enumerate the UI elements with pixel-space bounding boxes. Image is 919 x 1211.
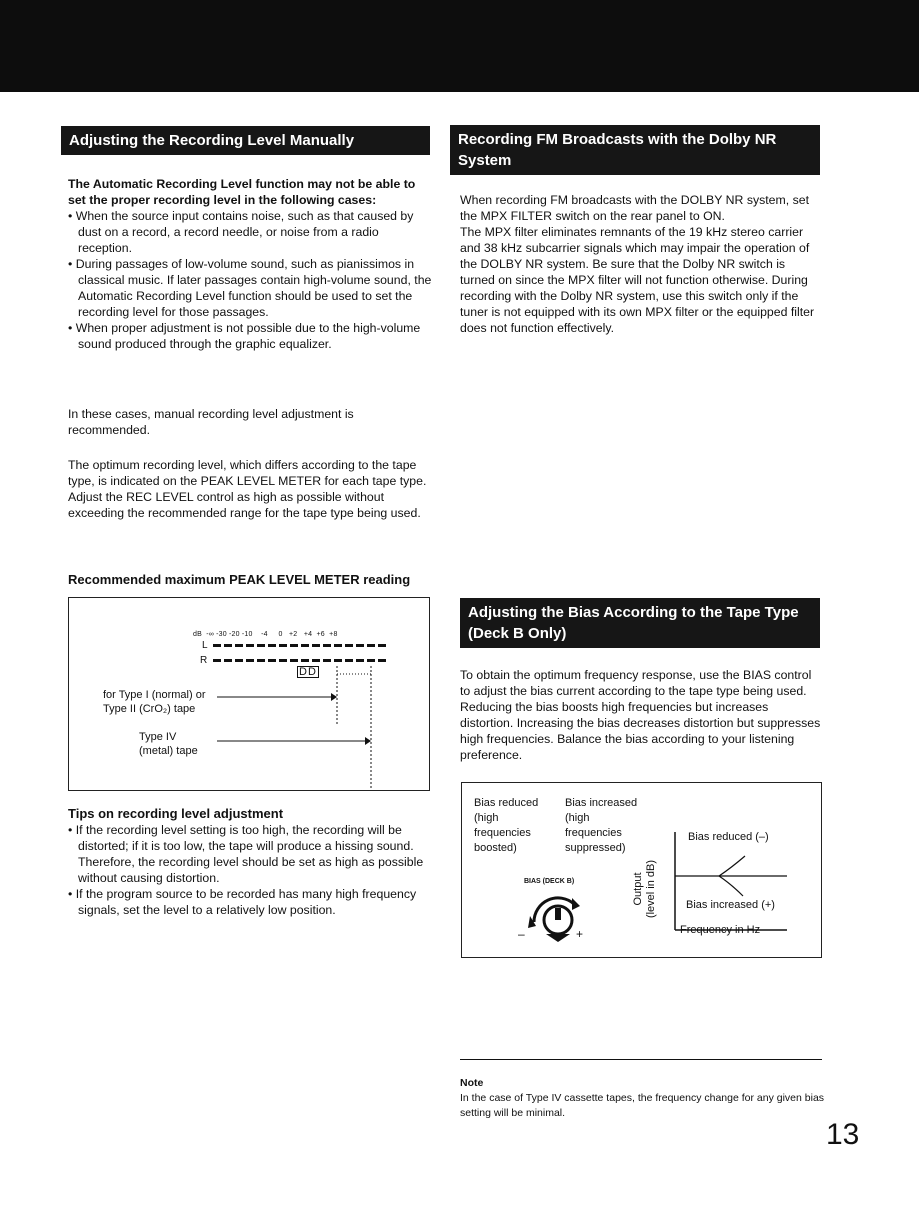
paragraph: The optimum recording level, which differs according to the tape type, is indicated on the PEAK LEVEL METER for each tape type.: [68, 458, 427, 488]
page-number: 13: [826, 1118, 860, 1151]
bias-diagram: [461, 782, 822, 958]
dd-label: DD: [299, 666, 317, 678]
intro-bold: The Automatic Recording Level function may not be able to set the proper recording level in the following cases:: [68, 177, 416, 207]
paragraph: In these cases, manual recording level adjustment is recommended.: [68, 407, 354, 437]
heading-fm-broadcasts: Recording FM Broadcasts with the Dolby NR System: [450, 125, 820, 175]
left-intro-block: [68, 176, 434, 352]
type4-line2: (metal) tape: [139, 745, 198, 757]
heading-recording-level: Adjusting the Recording Level Manually: [61, 126, 430, 155]
meter-heading: Recommended maximum PEAK LEVEL METER reading: [68, 572, 411, 587]
paragraph: When recording FM broadcasts with the DOLBY NR system, set the MPX FILTER switch on the rear panel to ON.: [460, 193, 809, 223]
list-item: • If the recording level setting is too high, the recording will be distorted; if it is too low, the tape will produce a hissing sound. Therefore, the recording level should be set as high as possible without causing distortion.: [68, 822, 434, 886]
type1-line1: for Type I (normal) or: [103, 689, 206, 701]
frequency-axis-label: Frequency in Hz: [680, 924, 761, 936]
bias-reduced-label: Bias reduced (high frequencies boosted): [474, 797, 539, 854]
top-black-band: [0, 0, 919, 92]
list-item: • When the source input contains noise, such as that caused by dust on a record, a record needle, or noise from a radio reception.: [68, 208, 434, 256]
curve-increased-label: Bias increased (+): [686, 899, 775, 911]
output-axis-label: Output (level in dB): [632, 859, 657, 919]
type4-label: [139, 730, 198, 758]
type4-line1: Type IV: [139, 731, 177, 743]
meter-l-label: L: [202, 640, 208, 651]
note-text: In the case of Type IV cassette tapes, the frequency change for any given bias setting will be minimal.: [460, 1092, 825, 1119]
bias-knob-label: BIAS (DECK B): [524, 878, 575, 885]
paragraph: The MPX filter eliminates remnants of the 19 kHz stereo carrier and 38 kHz subcarrier signals which may impair the operation of the DOLBY NR system. Be sure that the Dolby NR switch is turned on since the MPX filter will not function otherwise. During recording with the Dolby NR system, use this switch only if the tuner is not equipped with its own MPX filter or the equipped filter does not function effectively.: [460, 225, 815, 335]
note-rule: [460, 1059, 822, 1060]
tips-list: [68, 822, 434, 918]
type1-line2: Type II (CrO₂) tape: [103, 703, 196, 715]
note-block: [460, 1076, 826, 1121]
paragraph: Adjust the REC LEVEL control as high as possible without exceeding the recommended range for the tape type being used.: [68, 490, 421, 520]
meter-r-label: R: [200, 655, 208, 666]
paragraph: To obtain the optimum frequency response, use the BIAS control to adjust the bias current according to the tape type being used. Reducing the bias boosts high frequencies but increases distortion. Increasing the bias decreases distortion but suppresses high frequencies. Balance the bias according to your listening preference.: [460, 668, 821, 762]
para-optimum: [68, 457, 434, 521]
cases-list: [68, 208, 434, 352]
heading-bias: Adjusting the Bias According to the Tape Type (Deck B Only): [460, 598, 820, 648]
tips-block: [68, 806, 434, 918]
para-recommended: [68, 406, 428, 438]
note-heading: Note: [460, 1077, 484, 1089]
bias-plus-label: +: [576, 927, 584, 941]
bias-knob-icon: [520, 886, 600, 946]
list-item: • During passages of low-volume sound, such as pianissimos in classical music. If later passages contain high-volume sound, the Automatic Recording Level function should be used to set the recording level for those passages.: [68, 256, 434, 320]
bias-minus-label: –: [518, 927, 525, 941]
bias-text-block: [460, 667, 822, 763]
list-item: • When proper adjustment is not possible due to the high-volume sound produced through the graphic equalizer.: [68, 320, 434, 352]
list-item: • If the program source to be recorded has many high frequency signals, set the level to a relatively low position.: [68, 886, 434, 918]
meter-scale: dB -∞ -30 -20 -10 -4 0 +2 +4 +6 +8: [193, 631, 338, 638]
peak-meter-figure: [68, 597, 430, 791]
fm-text-block: [460, 192, 822, 336]
tips-heading: Tips on recording level adjustment: [68, 806, 284, 821]
type1-label: [103, 688, 206, 716]
curve-reduced-label: Bias reduced (–): [688, 831, 769, 843]
bias-increased-label: Bias increased (high frequencies suppressed): [565, 797, 638, 854]
